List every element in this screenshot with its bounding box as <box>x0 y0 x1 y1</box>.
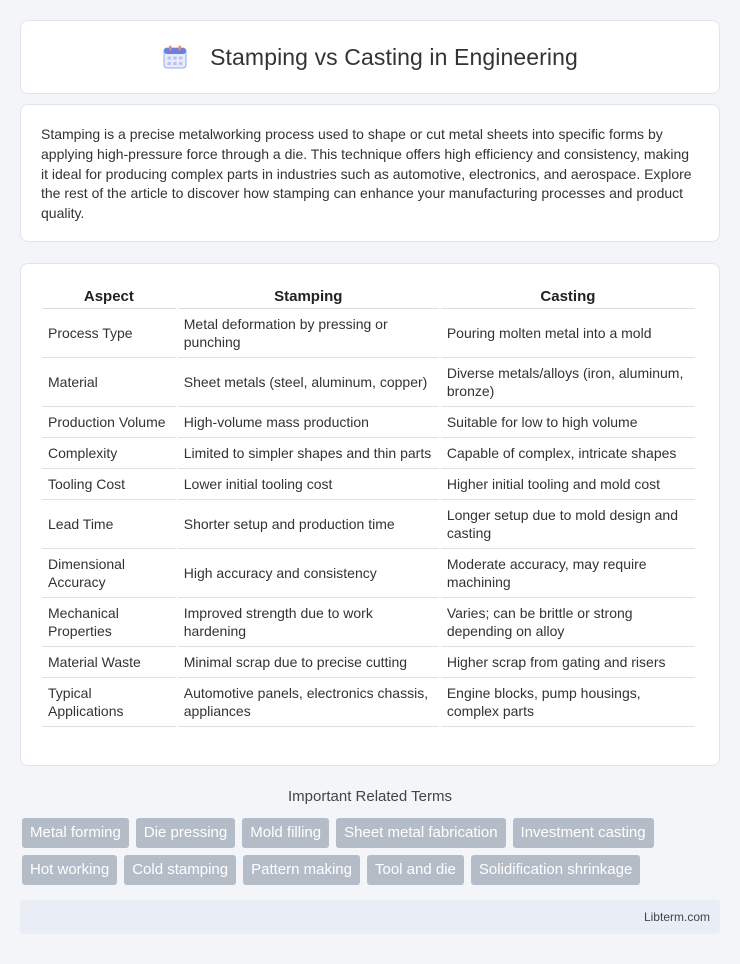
tag-link[interactable]: Investment casting <box>513 818 654 848</box>
table-header-row <box>42 284 695 309</box>
table-row <box>42 438 695 469</box>
cell-stamping: Sheet metals (steel, aluminum, copper) <box>178 358 439 407</box>
tag-row <box>22 818 722 848</box>
cell-casting: Higher scrap from gating and risers <box>441 647 695 678</box>
cell-stamping: Minimal scrap due to precise cutting <box>178 647 439 678</box>
cell-aspect: Process Type <box>42 309 176 358</box>
header-card <box>20 20 720 94</box>
tag-link[interactable]: Mold filling <box>242 818 329 848</box>
cell-stamping: High accuracy and consistency <box>178 549 439 598</box>
cell-stamping: Lower initial tooling cost <box>178 469 439 500</box>
cell-casting: Engine blocks, pump housings, complex parts <box>441 678 695 727</box>
cell-aspect: Mechanical Properties <box>42 598 176 647</box>
cell-casting: Moderate accuracy, may require machining <box>441 549 695 598</box>
tag-link[interactable]: Die pressing <box>136 818 235 848</box>
tag-row <box>22 855 722 885</box>
comparison-card <box>20 263 720 766</box>
cell-aspect: Tooling Cost <box>42 469 176 500</box>
related-terms <box>22 818 722 892</box>
footer-site-link[interactable]: Libterm.com <box>643 910 710 924</box>
cell-casting: Longer setup due to mold design and casting <box>441 500 695 549</box>
footer <box>20 900 720 934</box>
related-terms-title: Important Related Terms <box>288 788 452 805</box>
cell-aspect: Material <box>42 358 176 407</box>
calendar-icon <box>162 44 188 70</box>
cell-casting: Capable of complex, intricate shapes <box>441 438 695 469</box>
cell-stamping: Automotive panels, electronics chassis, appliances <box>178 678 439 727</box>
table-row <box>42 647 695 678</box>
cell-casting: Diverse metals/alloys (iron, aluminum, bronze) <box>441 358 695 407</box>
table-row <box>42 309 695 358</box>
cell-casting: Pouring molten metal into a mold <box>441 309 695 358</box>
table-row <box>42 500 695 549</box>
cell-casting: Higher initial tooling and mold cost <box>441 469 695 500</box>
cell-stamping: Improved strength due to work hardening <box>178 598 439 647</box>
table-row <box>42 549 695 598</box>
cell-aspect: Material Waste <box>42 647 176 678</box>
intro-card <box>20 104 720 242</box>
table-row <box>42 358 695 407</box>
intro-paragraph: Stamping is a precise metalworking process used to shape or cut metal sheets into specific forms by applying high-pressure force through a die. This technique offers high efficiency and consistency, making it ideal for producing complex parts in industries such as automotive, electronics, and aerospace. Explore the rest of the article to discover how stamping can enhance your manufacturing processes and product quality. <box>41 126 692 222</box>
cell-stamping: Shorter setup and production time <box>178 500 439 549</box>
cell-casting: Varies; can be brittle or strong depending on alloy <box>441 598 695 647</box>
table-row <box>42 678 695 727</box>
tag-link[interactable]: Cold stamping <box>124 855 236 885</box>
comparison-table <box>40 284 697 727</box>
cell-casting: Suitable for low to high volume <box>441 407 695 438</box>
header-casting: Casting <box>441 284 695 309</box>
header-aspect: Aspect <box>42 284 176 309</box>
cell-stamping: High-volume mass production <box>178 407 439 438</box>
table-row <box>42 469 695 500</box>
page-title: Stamping vs Casting in Engineering <box>210 43 578 70</box>
table-row <box>42 407 695 438</box>
tag-link[interactable]: Solidification shrinkage <box>471 855 640 885</box>
header-stamping: Stamping <box>178 284 439 309</box>
cell-aspect: Complexity <box>42 438 176 469</box>
cell-aspect: Dimensional Accuracy <box>42 549 176 598</box>
cell-stamping: Metal deformation by pressing or punching <box>178 309 439 358</box>
cell-stamping: Limited to simpler shapes and thin parts <box>178 438 439 469</box>
tag-link[interactable]: Pattern making <box>243 855 360 885</box>
tag-link[interactable]: Metal forming <box>22 818 129 848</box>
cell-aspect: Production Volume <box>42 407 176 438</box>
table-row <box>42 598 695 647</box>
cell-aspect: Typical Applications <box>42 678 176 727</box>
tag-link[interactable]: Hot working <box>22 855 117 885</box>
cell-aspect: Lead Time <box>42 500 176 549</box>
tag-link[interactable]: Tool and die <box>367 855 464 885</box>
tag-link[interactable]: Sheet metal fabrication <box>336 818 505 848</box>
